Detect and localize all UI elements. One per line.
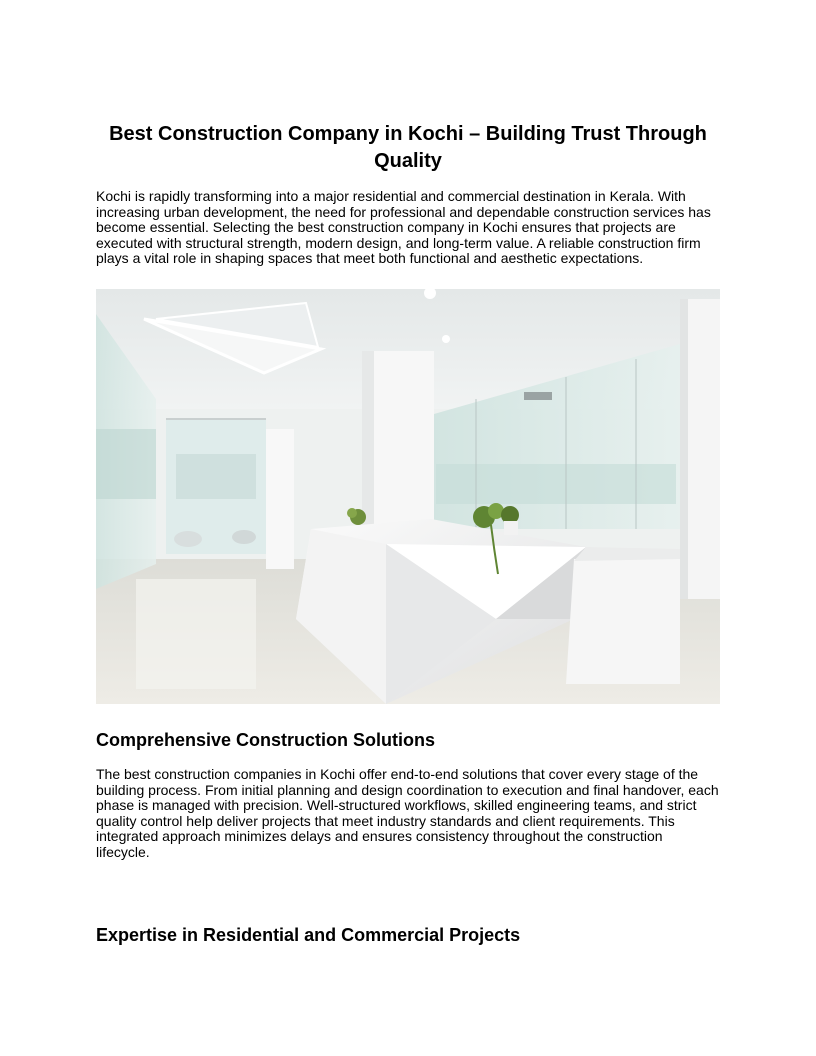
- section-heading-solutions: Comprehensive Construction Solutions: [96, 730, 436, 750]
- office-interior-photo: [96, 289, 720, 704]
- solutions-paragraph: The best construction companies in Kochi offer end-to-end solutions that cover every stage of the building process. From initial planning and design coordination to execution and final handover, each phase is managed with precision. Well-structured workflows, skilled engineering teams, and strict quality control help deliver projects that meet industry standards and client requirements. This integrated approach minimizes delays and ensures consistency throughout the construction lifecycle.: [96, 766, 719, 860]
- page-title: Best Construction Company in Kochi – Building Trust Through Quality: [109, 123, 707, 172]
- intro-paragraph: Kochi is rapidly transforming into a major residential and commercial destination in Kerala. With increasing urban development, the need for professional and dependable construction services has become essential. Selecting the best construction company in Kochi ensures that projects are executed with structural strength, modern design, and long-term value. A reliable construction firm plays a vital role in shaping spaces that meet both functional and aesthetic expectations.: [96, 188, 711, 267]
- section-heading-expertise: Expertise in Residential and Commercial Projects: [96, 925, 521, 945]
